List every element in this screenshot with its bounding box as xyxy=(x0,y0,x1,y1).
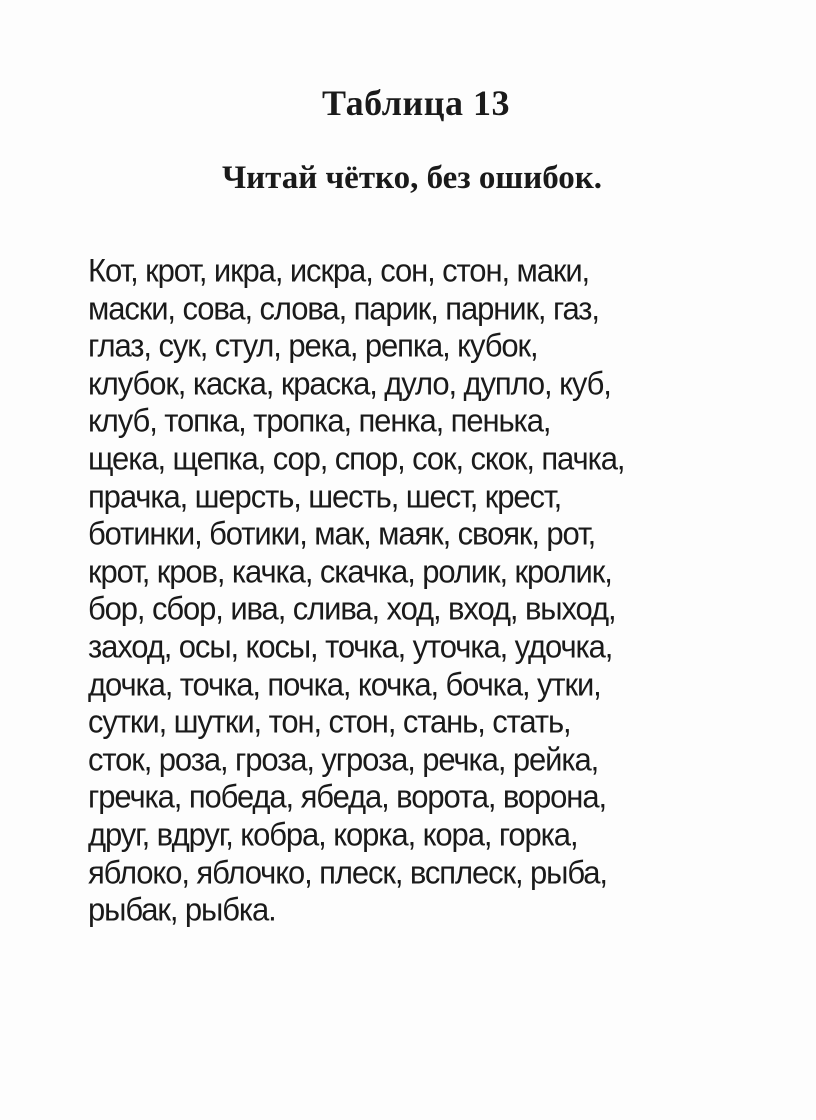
text-line: дочка, точка, почка, кочка, бочка, утки, xyxy=(88,665,601,703)
text-line: сутки, шутки, тон, стон, стань, стать, xyxy=(88,703,571,740)
text-line: друг, вдруг, кобра, корка, кора, горка, xyxy=(88,816,578,853)
text-line: маски, сова, слова, парик, парник, газ, xyxy=(88,289,599,327)
text-line: рыбак, рыбка. xyxy=(88,891,276,928)
text-line: Кот, крот, икра, искра, сон, стон, маки, xyxy=(88,252,590,289)
text-line: гречка, победа, ябеда, ворота, ворона, xyxy=(88,778,606,816)
text-line: прачка, шерсть, шесть, шест, крест, xyxy=(88,477,562,515)
text-line: ботинки, ботики, мак, маяк, свояк, рот, xyxy=(88,515,596,553)
text-line: щека, щепка, сор, спор, сок, скок, пачка, xyxy=(88,440,625,477)
text-line: бор, сбор, ива, слива, ход, вход, выход, xyxy=(88,590,616,628)
text-line: яблоко, яблочко, плеск, всплеск, рыба, xyxy=(88,853,607,891)
reading-word-list xyxy=(88,252,728,929)
text-line: заход, осы, косы, точка, уточка, удочка, xyxy=(88,628,613,665)
text-line: крот, кров, качка, скачка, ролик, кролик, xyxy=(88,552,612,590)
text-line: клубок, каска, краска, дуло, дупло, куб, xyxy=(88,364,611,402)
text-line: глаз, сук, стул, река, репка, кубок, xyxy=(88,327,538,365)
page-title: Таблица 13 xyxy=(322,83,510,123)
text-line: клуб, топка, тропка, пенка, пенька, xyxy=(88,402,551,440)
text-line: сток, роза, гроза, угроза, речка, рейка, xyxy=(88,740,599,778)
instruction-subtitle: Читай чётко, без ошибок. xyxy=(221,160,603,196)
